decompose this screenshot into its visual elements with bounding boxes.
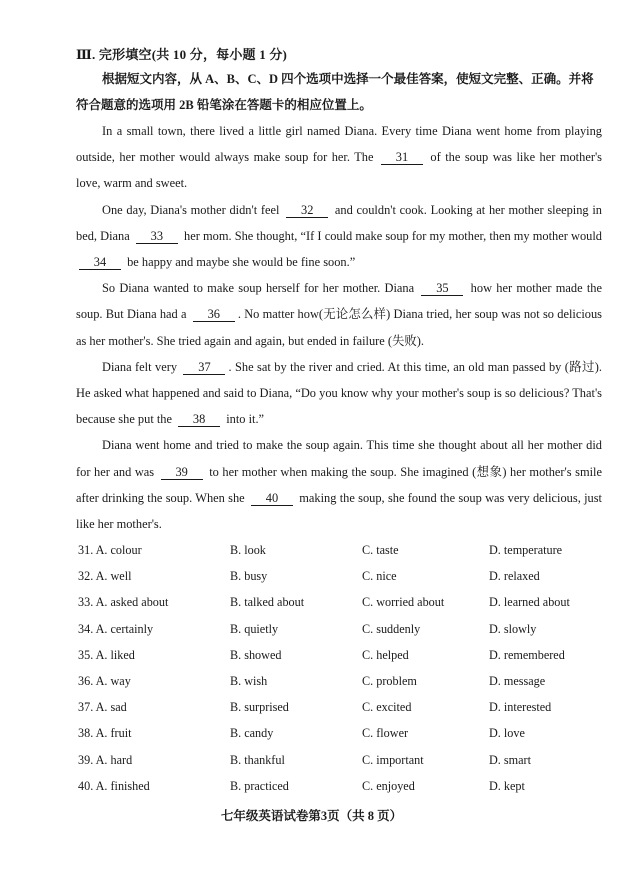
option-a: 39. A. hard xyxy=(78,752,133,767)
blank-36: 36 xyxy=(193,307,235,322)
passage-text: . No matter how(无论怎么样) Diana tried, her soup was not so delicious as her mother's. She tried again and again, but ended in failure (失败). xyxy=(76,307,602,348)
question-row xyxy=(78,643,608,669)
blank-33: 33 xyxy=(136,229,178,244)
page-footer: 七年级英语试卷第3页（共 8 页） xyxy=(220,809,403,823)
option-d: D. message xyxy=(489,673,546,688)
option-c: C. taste xyxy=(362,543,399,557)
passage-paragraph xyxy=(76,354,602,433)
passage-text: One day, Diana's mother didn't feel xyxy=(102,202,284,217)
option-a: 33. A. asked about xyxy=(78,595,169,610)
option-b: B. quietly xyxy=(230,621,279,636)
section-title: Ⅲ. 完形填空(共 10 分，每小题 1 分) xyxy=(76,47,288,62)
option-d: D. temperature xyxy=(489,543,563,557)
blank-31: 31 xyxy=(381,150,423,165)
option-a: 31. A. colour xyxy=(78,543,142,557)
option-d: D. love xyxy=(489,726,525,741)
option-c: C. nice xyxy=(362,569,397,584)
passage-paragraph xyxy=(76,197,602,276)
option-b: B. look xyxy=(230,543,266,557)
option-c: C. flower xyxy=(362,726,409,741)
passage-text: In a small town, there lived a little girl named Diana. Every time Diana went home from playing outside, her mother would always make soup for her. The xyxy=(76,124,602,165)
passage-paragraph xyxy=(76,432,602,537)
passage-paragraph xyxy=(76,275,602,354)
option-a: 40. A. finished xyxy=(78,778,150,793)
option-c: C. important xyxy=(362,752,424,767)
question-row xyxy=(78,774,608,800)
option-d: D. remembered xyxy=(489,647,565,662)
passage-text: making the soup, she found the soup was very delicious, just like her mother's. xyxy=(76,490,602,532)
option-b: B. candy xyxy=(230,726,274,741)
passage-text: Diana felt very xyxy=(102,359,181,374)
option-c: C. excited xyxy=(362,700,412,715)
option-d: D. slowly xyxy=(489,621,537,636)
option-a: 32. A. well xyxy=(78,569,132,584)
option-d: D. smart xyxy=(489,752,531,767)
passage-paragraph xyxy=(76,118,602,197)
passage-text: into it.” xyxy=(223,412,265,427)
passage-text: be happy and maybe she would be fine soon.” xyxy=(124,255,356,270)
question-row xyxy=(78,695,608,721)
option-b: B. surprised xyxy=(230,700,289,715)
option-c: C. helped xyxy=(362,647,409,662)
option-c: C. enjoyed xyxy=(362,778,415,793)
option-a: 35. A. liked xyxy=(78,647,135,662)
option-d: D. relaxed xyxy=(489,569,540,584)
option-a: 34. A. certainly xyxy=(78,621,154,636)
option-b: B. thankful xyxy=(230,752,285,767)
option-a: 38. A. fruit xyxy=(78,726,132,741)
option-b: B. talked about xyxy=(230,595,305,610)
answer-options xyxy=(78,538,608,800)
passage-text: So Diana wanted to make soup herself for her mother. Diana xyxy=(102,281,419,296)
question-row xyxy=(78,564,608,590)
cloze-passage xyxy=(76,118,602,537)
question-row xyxy=(78,721,608,747)
option-a: 36. A. way xyxy=(78,673,131,688)
question-row xyxy=(78,538,608,564)
section-instructions: 根据短文内容，从 A、B、C、D 四个选项中选择一个最佳答案，使短文完整、正确。并将符合题意的选项用 2B 铅笔涂在答题卡的相应位置上。 xyxy=(76,72,594,112)
blank-38: 38 xyxy=(178,412,220,427)
option-b: B. wish xyxy=(230,673,268,688)
passage-text: of the soup was like her mother's love, warm and sweet. xyxy=(76,150,602,191)
passage-text: . She sat by the river and cried. At this time, an old man passed by (路过). He asked what happened and said to Diana, “Do you know why your mother's soup is so delicious? That's because she put the xyxy=(76,359,602,427)
option-d: D. interested xyxy=(489,700,552,715)
passage-text: and couldn't cook. Looking at her mother sleeping in bed, Diana xyxy=(76,202,602,243)
blank-35: 35 xyxy=(421,281,463,296)
passage-text: to her mother when making the soup. She imagined (想象) her mother's smile after drinking the soup. When she xyxy=(76,464,602,505)
option-c: C. problem xyxy=(362,673,417,688)
blank-32: 32 xyxy=(286,203,328,218)
question-row xyxy=(78,669,608,695)
blank-34: 34 xyxy=(79,255,121,270)
passage-text: Diana went home and tried to make the soup again. This time she thought about all her mother did for her and was xyxy=(76,438,602,479)
blank-37: 37 xyxy=(183,360,225,375)
question-row xyxy=(78,748,608,774)
option-b: B. busy xyxy=(230,569,268,584)
question-row xyxy=(78,617,608,643)
option-c: C. worried about xyxy=(362,595,445,610)
option-a: 37. A. sad xyxy=(78,700,127,715)
passage-text: her mom. She thought, “If I could make soup for my mother, then my mother would xyxy=(180,228,602,243)
passage-text: how her mother made the soup. But Diana had a xyxy=(76,281,602,322)
blank-40: 40 xyxy=(251,491,293,506)
option-d: D. kept xyxy=(489,778,525,793)
option-b: B. practiced xyxy=(230,778,289,793)
question-row xyxy=(78,590,608,616)
blank-39: 39 xyxy=(161,465,203,480)
option-d: D. learned about xyxy=(489,595,570,610)
option-b: B. showed xyxy=(230,647,282,662)
option-c: C. suddenly xyxy=(362,621,421,636)
